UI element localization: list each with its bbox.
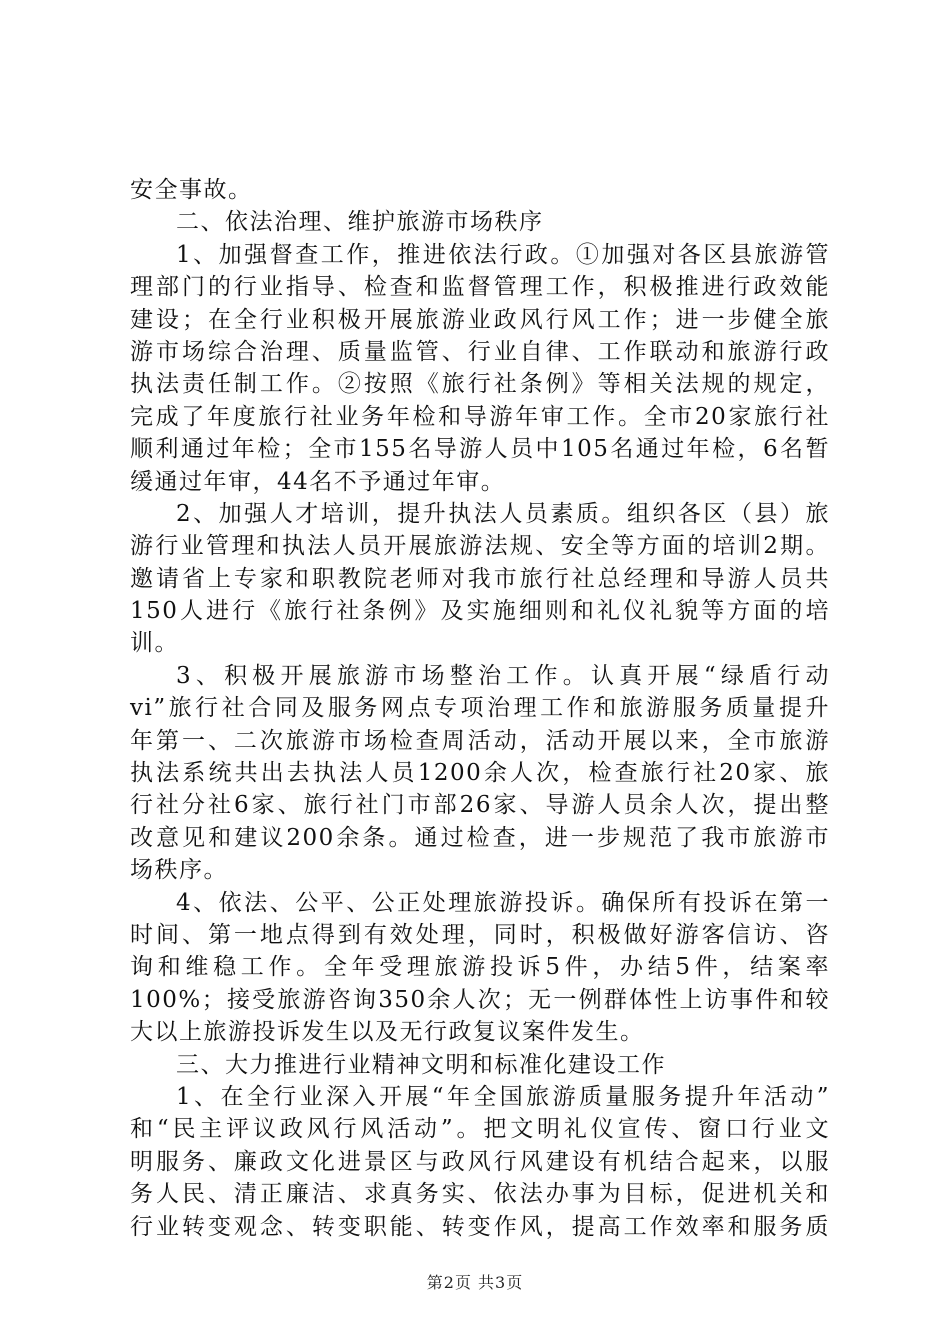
text-line: 3、积极开展旅游市场整治工作。认真开展“绿盾行动	[176, 662, 830, 689]
text-line: 150人进行《旅行社条例》及实施细则和礼仪礼貌等方面的培	[130, 598, 830, 625]
document-body	[130, 174, 830, 1243]
text-line: 1、在全行业深入开展“年全国旅游质量服务提升年活动”	[176, 1083, 830, 1110]
text-line: 执法系统共出去执法人员1200余人次，检查旅行社20家、旅	[130, 760, 830, 787]
text-line: 游行业管理和执法人员开展旅游法规、安全等方面的培训2期。	[130, 533, 830, 560]
text-line: 安全事故。	[130, 177, 253, 203]
text-line: 顺利通过年检；全市155名导游人员中105名通过年检，6名暂	[130, 436, 830, 463]
text-line: 和“民主评议政风行风活动”。把文明礼仪宣传、窗口行业文	[130, 1116, 830, 1143]
text-line: 三、大力推进行业精神文明和标准化建设工作	[176, 1051, 666, 1078]
text-line: 缓通过年审，44名不予通过年审。	[130, 468, 506, 495]
text-line: 建设；在全行业积极开展旅游业政风行风工作；进一步健全旅	[130, 306, 830, 333]
text-line: 游市场综合治理、质量监管、行业自律、工作联动和旅游行政	[130, 338, 830, 365]
page-footer: 第2页 共3页	[426, 1273, 524, 1292]
text-line: 执法责任制工作。②按照《旅行社条例》等相关法规的规定，	[130, 371, 830, 398]
text-line: 二、依法治理、维护旅游市场秩序	[176, 209, 544, 236]
text-line: 行业转变观念、转变职能、转变作风，提高工作效率和服务质	[130, 1213, 830, 1240]
text-line: 完成了年度旅行社业务年检和导游年审工作。全市20家旅行社	[130, 403, 830, 430]
text-line: 年第一、二次旅游市场检查周活动，活动开展以来，全市旅游	[130, 727, 830, 754]
text-line: 场秩序。	[130, 857, 228, 884]
text-line: 1、加强督查工作，推进依法行政。①加强对各区县旅游管	[176, 241, 830, 268]
text-line: 询和维稳工作。全年受理旅游投诉5件，办结5件，结案率	[130, 954, 830, 981]
text-line: vi”旅行社合同及服务网点专项治理工作和旅游服务质量提升	[130, 695, 830, 722]
text-line: 时间、第一地点得到有效处理，同时，积极做好游客信访、咨	[130, 921, 830, 948]
text-line: 行社分社6家、旅行社门市部26家、导游人员余人次，提出整	[130, 792, 830, 819]
text-line: 2、加强人才培训，提升执法人员素质。组织各区（县）旅	[176, 500, 830, 527]
text-line: 明服务、廉政文化进景区与政风行风建设有机结合起来，以服	[130, 1148, 830, 1175]
text-line: 训。	[130, 630, 179, 657]
text-line: 4、依法、公平、公正处理旅游投诉。确保所有投诉在第一	[176, 889, 830, 916]
text-line: 务人民、清正廉洁、求真务实、依法办事为目标，促进机关和	[130, 1181, 830, 1208]
text-line: 大以上旅游投诉发生以及无行政复议案件发生。	[130, 1019, 645, 1046]
text-line: 邀请省上专家和职教院老师对我市旅行社总经理和导游人员共	[130, 565, 830, 592]
text-line: 理部门的行业指导、检查和监督管理工作，积极推进行政效能	[130, 274, 830, 301]
text-line: 改意见和建议200余条。通过检查，进一步规范了我市旅游市	[130, 824, 830, 851]
text-line: 100%；接受旅游咨询350余人次；无一例群体性上访事件和较	[130, 986, 830, 1013]
